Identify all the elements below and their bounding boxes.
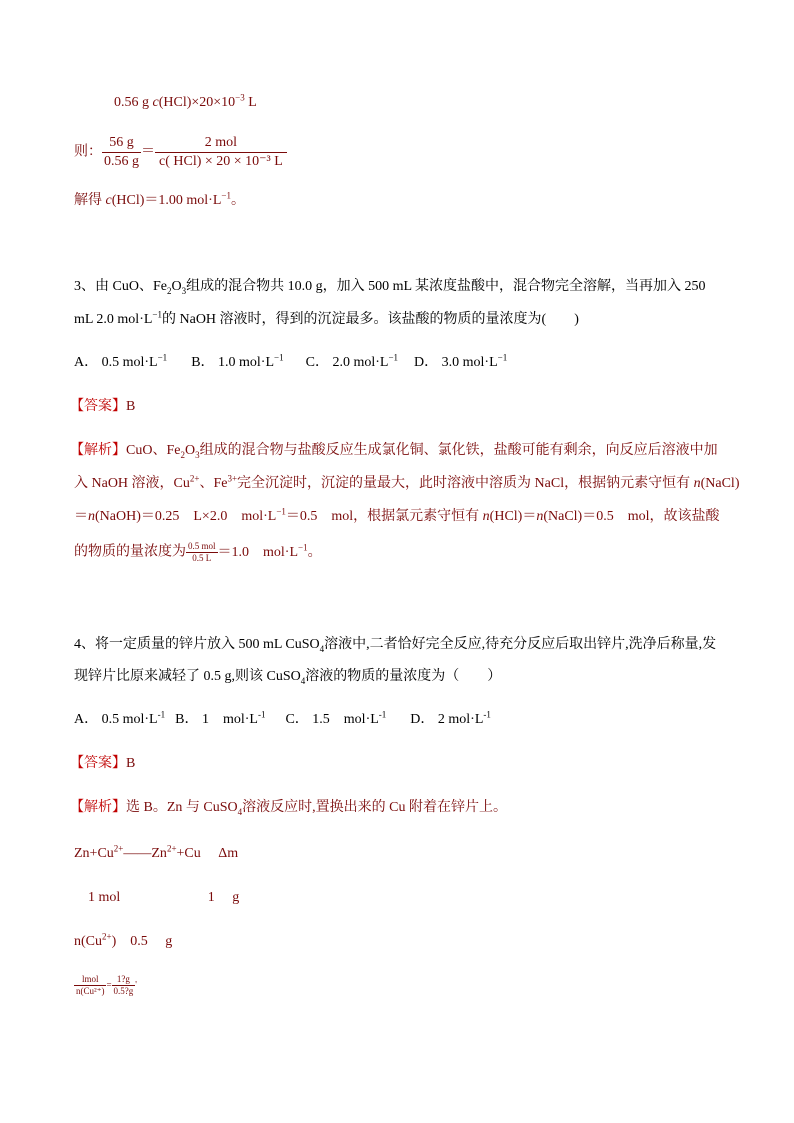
- denominator: n(Cu²⁺): [76, 986, 105, 996]
- text-segment: 溶液反应时,置换出来的 Cu 附着在锌片上。: [242, 800, 507, 815]
- superscript: 2+: [113, 843, 124, 854]
- text-segment: (NaOH)＝0.25 L×2.0 mol·L: [95, 509, 277, 524]
- option-b: [191, 352, 284, 370]
- prev-calc-line: [114, 94, 257, 112]
- text-segment: 解得: [74, 193, 106, 208]
- fraction: [186, 541, 218, 564]
- text-segment: (HCl)×20×10: [158, 95, 236, 110]
- prev-fraction-equation: [74, 134, 287, 171]
- text-segment: A． 0.5 mol·L: [74, 712, 158, 727]
- q4-equation: [74, 845, 238, 863]
- text-segment: 1 mol 1 g: [74, 890, 240, 905]
- text-segment: C． 1.5 mol·L: [285, 712, 379, 727]
- text-segment: 选 B。Zn 与 CuSO: [126, 800, 238, 815]
- text-segment: D． 3.0 mol·L: [414, 355, 498, 370]
- q3-stem-line2: [74, 311, 579, 329]
- superscript: 3+: [227, 473, 238, 484]
- text-segment: (NaCl)＝0.5 mol，故该盐酸: [543, 509, 720, 524]
- text-segment: n: [88, 509, 95, 524]
- text-segment: ) 0.5 g: [111, 934, 173, 949]
- text-segment: B． 1 mol·L: [175, 712, 258, 727]
- text-segment: 入 NaOH 溶液，Cu: [74, 476, 190, 491]
- text-segment: 溶液的物质的量浓度为（ ）: [305, 669, 502, 684]
- option-b: [175, 709, 266, 727]
- analysis-text: 的物质的量浓度为: [74, 544, 186, 560]
- denominator: c( HCl) × 20 × 10⁻³ L: [159, 154, 283, 169]
- superscript: -1: [257, 709, 266, 720]
- answer-label: 【答案】: [70, 399, 126, 414]
- analysis-label: 【解析】: [70, 800, 126, 815]
- text-segment: +Cu Δm: [176, 846, 239, 861]
- text-segment: 4、将一定质量的锌片放入 500 mL CuSO: [74, 637, 320, 652]
- option-a: [74, 709, 166, 727]
- superscript: −1: [274, 352, 284, 363]
- equals: ＝: [141, 144, 155, 160]
- subscript: 4: [319, 643, 325, 654]
- q4-proportion: [74, 974, 137, 997]
- text-segment: 组成的混合物共 10.0 g，加入 500 mL 某浓度盐酸中，混合物完全溶解，当再加入 250: [186, 279, 706, 294]
- numerator: 2 mol: [155, 134, 287, 153]
- text-segment: C． 2.0 mol·L: [305, 355, 389, 370]
- text-segment: n(Cu: [74, 934, 102, 949]
- option-c: [285, 709, 387, 727]
- text-segment: 0.56 g: [114, 95, 153, 110]
- q3-stem-line1: [74, 278, 706, 296]
- text-segment: ＝0.5 mol，根据氯元素守恒有: [285, 509, 483, 524]
- text-segment: 溶液中,二者恰好完全反应,待充分反应后取出锌片,洗净后称量,发: [324, 637, 717, 652]
- q3-analysis-line1: [70, 442, 718, 460]
- text-segment: A． 0.5 mol·L: [74, 355, 158, 370]
- superscript: -1: [378, 709, 387, 720]
- superscript: −1: [157, 352, 168, 363]
- numerator: 0.5 mol: [188, 541, 216, 551]
- denominator: 0.5?g: [113, 986, 134, 996]
- answer-value: B: [126, 399, 136, 414]
- numerator: 1?g: [112, 974, 136, 986]
- q4-answer: [70, 755, 135, 773]
- text-segment: 。: [307, 544, 322, 560]
- superscript: −1: [152, 309, 162, 320]
- text-segment: (HCl)＝1.00 mol·L: [111, 193, 222, 208]
- option-a: [74, 352, 168, 370]
- q4-equation-row3: [74, 933, 172, 951]
- prev-result-line: [74, 192, 245, 210]
- text-segment: (NaCl): [700, 476, 740, 491]
- denominator: 0.5 L: [192, 553, 212, 563]
- analysis-label: 【解析】: [70, 443, 126, 458]
- superscript: −3: [235, 92, 245, 103]
- text-segment: (HCl)＝: [489, 509, 537, 524]
- text-segment: ＝: [74, 509, 88, 524]
- q4-analysis-line1: [70, 799, 507, 817]
- subscript: 4: [300, 675, 306, 686]
- equals: =: [106, 979, 112, 990]
- text-segment: D． 2 mol·L: [410, 712, 484, 727]
- subscript: 2: [166, 285, 172, 296]
- tail-mark: ': [135, 979, 137, 990]
- text-segment: 的 NaOH 溶液时，得到的沉淀最多。该盐酸的物质的量浓度为( ): [162, 312, 579, 327]
- then-label: 则：: [74, 144, 102, 160]
- option-d: [414, 352, 508, 370]
- numerator: 56 g: [102, 134, 141, 153]
- analysis-text: [126, 443, 718, 458]
- q3-options: [74, 354, 507, 372]
- fraction: [155, 134, 287, 171]
- answer-value: B: [126, 756, 136, 771]
- superscript: 2+: [189, 473, 200, 484]
- text-segment: O: [184, 443, 196, 458]
- option-d: [410, 709, 491, 727]
- option-c: [305, 352, 399, 370]
- subscript: 4: [237, 806, 243, 817]
- text-segment: n: [536, 509, 544, 524]
- text-segment: CuO、Fe: [126, 443, 181, 458]
- text-segment: 。: [230, 193, 245, 208]
- denominator: 0.56 g: [104, 154, 139, 169]
- text-segment: O: [171, 279, 182, 294]
- analysis-text: [126, 800, 507, 815]
- superscript: 2+: [166, 843, 177, 854]
- q4-equation-row2: [74, 889, 239, 907]
- q3-analysis-line4: [74, 541, 322, 564]
- text-segment: 完全沉淀时，沉淀的量最大，此时溶液中溶质为 NaCl，根据钠元素守恒有: [237, 476, 694, 491]
- superscript: −1: [388, 352, 399, 363]
- subscript: 2: [180, 449, 185, 460]
- superscript: −1: [497, 352, 508, 363]
- q3-answer: [70, 398, 135, 416]
- text-segment: ——Zn: [123, 846, 167, 861]
- text-segment: Zn+Cu: [74, 846, 114, 861]
- analysis-text: [217, 542, 322, 560]
- superscript: −1: [221, 190, 231, 201]
- text-segment: n: [482, 509, 490, 524]
- answer-label: 【答案】: [70, 756, 126, 771]
- fraction: [74, 974, 106, 997]
- fraction: [102, 134, 141, 171]
- subscript: 3: [195, 449, 200, 460]
- q3-analysis-line2: [74, 475, 740, 493]
- superscript: 2+: [102, 931, 112, 942]
- text-segment: 、Fe: [199, 476, 228, 491]
- text-segment: 3、由 CuO、Fe: [74, 279, 167, 294]
- q4-stem-line1: [74, 636, 716, 654]
- superscript: −1: [276, 506, 286, 517]
- numerator: lmol: [74, 974, 106, 986]
- text-segment: c: [152, 95, 159, 110]
- superscript: -1: [157, 709, 166, 720]
- q4-stem-line2: [74, 668, 501, 686]
- text-segment: mL 2.0 mol·L: [74, 312, 153, 327]
- fraction: [112, 974, 136, 997]
- text-segment: 组成的混合物与盐酸反应生成氯化铜、氯化铁，盐酸可能有剩余，向反应后溶液中加: [199, 443, 718, 458]
- text-segment: B． 1.0 mol·L: [191, 355, 275, 370]
- text-segment: 现锌片比原来减轻了 0.5 g,则该 CuSO: [74, 669, 301, 684]
- superscript: -1: [483, 709, 491, 720]
- subscript: 3: [181, 285, 187, 296]
- text-segment: n: [693, 476, 701, 491]
- text-segment: c: [105, 193, 112, 208]
- q3-analysis-line3: [74, 508, 720, 526]
- text-segment: L: [244, 95, 257, 110]
- text-segment: ＝1.0 mol·L: [217, 544, 299, 560]
- superscript: −1: [298, 542, 308, 553]
- q4-options: [74, 711, 491, 729]
